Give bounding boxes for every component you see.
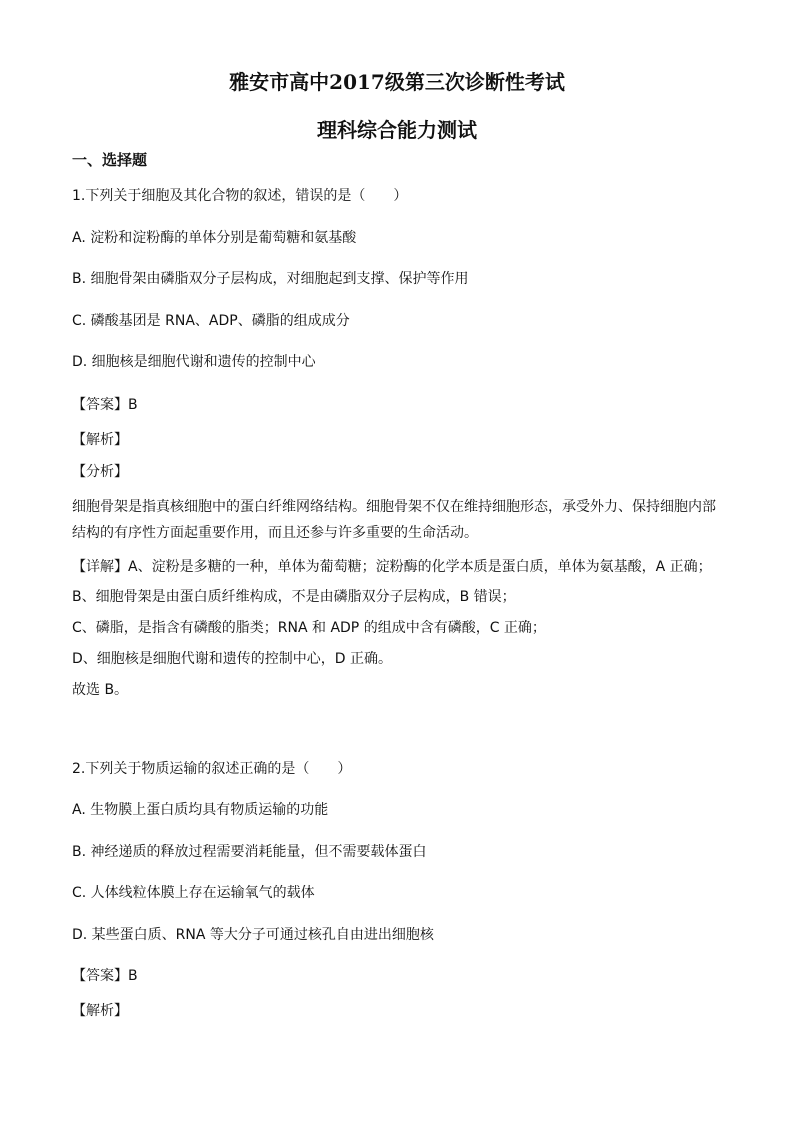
q1-analysis-label: 【解析】	[72, 432, 128, 448]
q2-analysis-label: 【解析】	[72, 1003, 128, 1019]
q2-option-d: D. 某些蛋白质、RNA 等大分子可通过核孔自由进出细胞核	[72, 927, 434, 943]
q1-stem: 1.下列关于细胞及其化合物的叙述，错误的是（ ）	[72, 188, 408, 204]
q1-detail-line-1: 【详解】A、淀粉是多糖的一种，单体为葡萄糖；淀粉酶的化学本质是蛋白质，单体为氨基酸，A 正确；	[72, 559, 712, 575]
q2-option-c: C. 人体线粒体膜上存在运输氧气的载体	[72, 885, 315, 901]
q2-stem: 2.下列关于物质运输的叙述正确的是（ ）	[72, 761, 352, 777]
q1-answer: 【答案】B	[72, 397, 138, 413]
q1-detail-line-3: C、磷脂，是指含有磷酸的脂类；RNA 和 ADP 的组成中含有磷酸，C 正确；	[72, 620, 546, 636]
q1-fenxi-label: 【分析】	[72, 464, 128, 480]
q1-option-c: C. 磷酸基团是 RNA、ADP、磷脂的组成成分	[72, 313, 350, 329]
q2-option-a: A. 生物膜上蛋白质均具有物质运输的功能	[72, 802, 329, 818]
q1-fenxi-text: 细胞骨架是指真核细胞中的蛋白纤维网络结构。细胞骨架不仅在维持细胞形态，承受外力、保持细胞内部结构的有序性方面起重要作用，而且还参与许多重要的生命活动。	[72, 499, 716, 541]
exam-title: 雅安市高中2017级第三次诊断性考试	[229, 70, 565, 94]
q2-answer: 【答案】B	[72, 968, 138, 984]
q1-detail-line-4: D、细胞核是细胞代谢和遗传的控制中心，D 正确。	[72, 651, 393, 667]
q1-conclusion: 故选 B。	[72, 682, 129, 698]
q1-detail-line-2: B、细胞骨架是由蛋白质纤维构成，不是由磷脂双分子层构成，B 错误；	[72, 589, 516, 605]
exam-subtitle: 理科综合能力测试	[317, 118, 477, 142]
q1-option-a: A. 淀粉和淀粉酶的单体分别是葡萄糖和氨基酸	[72, 230, 357, 246]
q1-option-b: B. 细胞骨架由磷脂双分子层构成，对细胞起到支撑、保护等作用	[72, 271, 469, 287]
q1-option-d: D. 细胞核是细胞代谢和遗传的控制中心	[72, 354, 316, 370]
q2-option-b: B. 神经递质的释放过程需要消耗能量，但不需要载体蛋白	[72, 844, 427, 860]
section-title: 一、选择题	[72, 151, 148, 169]
